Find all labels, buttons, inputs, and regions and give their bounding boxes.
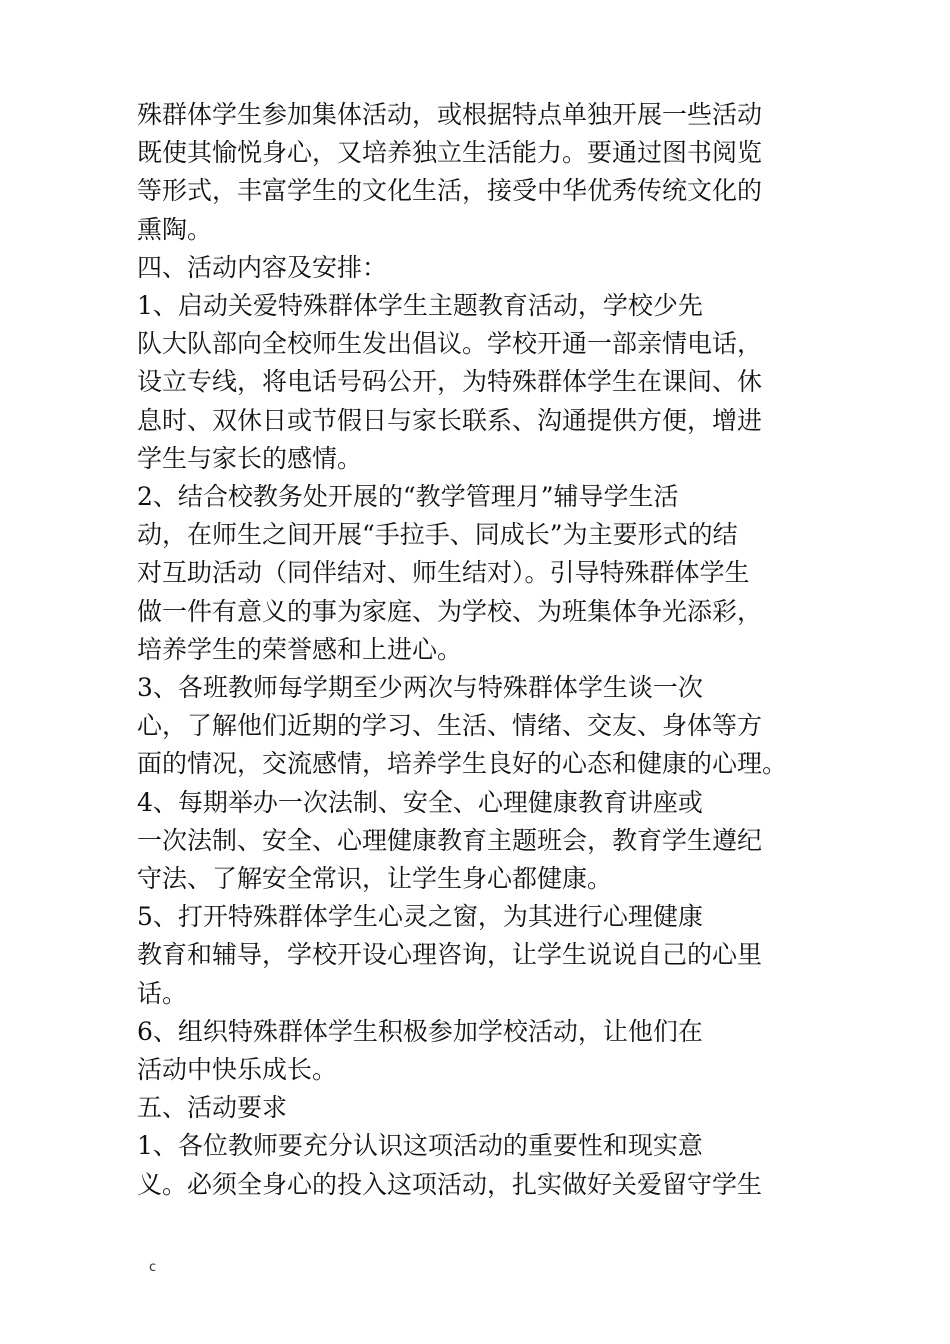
paragraph	[137, 249, 787, 287]
text-line: 殊群体学生参加集体活动，或根据特点单独开展一些活动	[137, 100, 763, 129]
text-line: 一次法制、安全、心理健康教育主题班会，教育学生遵纪	[137, 825, 763, 855]
text-line: 既使其愉悦身心，又培养独立生活能力。要通过图书阅览	[137, 138, 763, 168]
paragraph	[137, 478, 787, 669]
text-line: 五、活动要求	[137, 1093, 288, 1123]
paragraph	[137, 96, 787, 249]
paragraph	[137, 287, 787, 478]
text-line: 面的情况，交流感情，培养学生良好的心态和健康的心理。	[137, 749, 788, 779]
text-line: 守法、了解安全常识，让学生身心都健康。	[137, 864, 613, 894]
text-line: 对互助活动（同伴结对、师生结对）。引导特殊群体学生	[137, 558, 750, 588]
text-line: 队大队部向全校师生发出倡议。学校开通一部亲情电话，	[137, 329, 763, 359]
text-line: 1、各位教师要充分认识这项活动的重要性和现实意	[137, 1131, 703, 1161]
text-line: 5、打开特殊群体学生心灵之窗，为其进行心理健康	[137, 902, 703, 932]
text-line: 4、每期举办一次法制、安全、心理健康教育讲座或	[137, 787, 703, 817]
text-line: 四、活动内容及安排：	[137, 252, 388, 282]
text-line: 6、组织特殊群体学生积极参加学校活动，让他们在	[137, 1016, 703, 1046]
text-line: 3、各班教师每学期至少两次与特殊群体学生谈一次	[137, 673, 703, 703]
text-line: 1、启动关爱特殊群体学生主题教育活动，学校少先	[137, 291, 703, 321]
text-line: 教育和辅导，学校开设心理咨询，让学生说说自己的心里	[137, 940, 763, 970]
text-line: 活动中快乐成长。	[137, 1055, 338, 1085]
paragraph	[137, 1013, 787, 1089]
text-line: 学生与家长的感情。	[137, 443, 363, 473]
text-line: 2、结合校教务处开展的“教学管理月”辅导学生活	[137, 482, 679, 512]
text-line: 熏陶。	[137, 214, 213, 244]
text-line: 做一件有意义的事为家庭、为学校、为班集体争光添彩，	[137, 596, 763, 626]
text-line: 等形式，丰富学生的文化生活，接受中华优秀传统文化的	[137, 176, 763, 206]
text-line: 动，在师生之间开展“手拉手、同成长”为主要形式的结	[137, 520, 738, 550]
text-line: 息时、双休日或节假日与家长联系、沟通提供方便，增进	[137, 405, 763, 435]
text-line: 话。	[137, 978, 188, 1008]
text-line: 心，了解他们近期的学习、生活、情绪、交友、身体等方	[137, 711, 763, 741]
text-line: 设立专线，将电话号码公开，为特殊群体学生在课间、休	[137, 367, 763, 397]
paragraph	[137, 784, 787, 899]
paragraph	[137, 1089, 787, 1127]
page-footer-mark: c	[149, 1260, 157, 1275]
text-line: 培养学生的荣誉感和上进心。	[137, 634, 463, 664]
document-body	[137, 96, 787, 1204]
paragraph	[137, 1127, 787, 1203]
paragraph	[137, 669, 787, 784]
paragraph	[137, 898, 787, 1013]
text-line: 义。必须全身心的投入这项活动，扎实做好关爱留守学生	[137, 1169, 763, 1199]
